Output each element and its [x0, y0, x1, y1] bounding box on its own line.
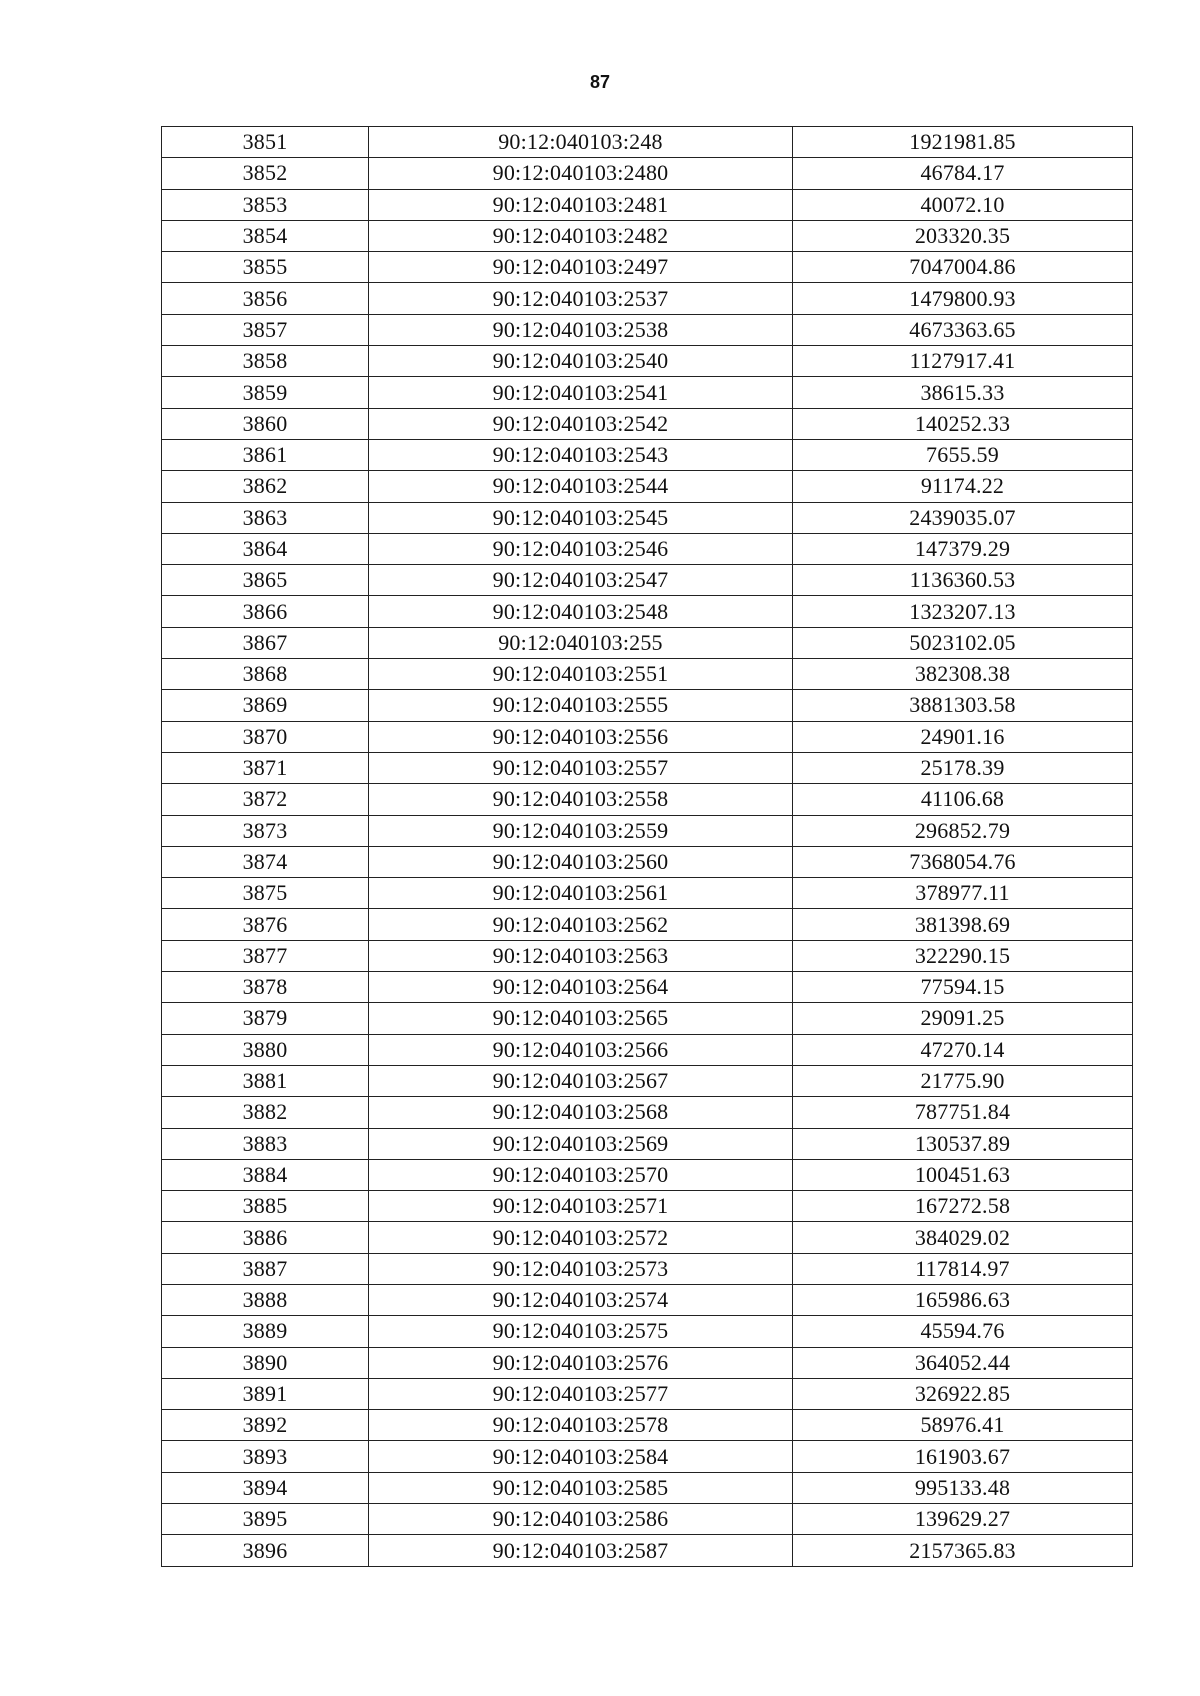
table-row [162, 1378, 1133, 1409]
cadastral-number-cell: 90:12:040103:2574 [369, 1284, 793, 1315]
table-row [162, 377, 1133, 408]
row-number-cell: 3886 [162, 1222, 369, 1253]
table-row [162, 1159, 1133, 1190]
cadastral-number-cell: 90:12:040103:2568 [369, 1097, 793, 1128]
cadastral-number-cell: 90:12:040103:2557 [369, 752, 793, 783]
cadastral-number-cell: 90:12:040103:2587 [369, 1535, 793, 1566]
table-row [162, 972, 1133, 1003]
row-number-cell: 3865 [162, 565, 369, 596]
row-number-cell: 3888 [162, 1284, 369, 1315]
cadastral-number-cell: 90:12:040103:2497 [369, 252, 793, 283]
value-cell: 2439035.07 [793, 502, 1133, 533]
cadastral-number-cell: 90:12:040103:2543 [369, 439, 793, 470]
cadastral-number-cell: 90:12:040103:2551 [369, 659, 793, 690]
row-number-cell: 3851 [162, 127, 369, 158]
cadastral-number-cell: 90:12:040103:255 [369, 627, 793, 658]
cadastral-number-cell: 90:12:040103:2542 [369, 408, 793, 439]
row-number-cell: 3874 [162, 846, 369, 877]
table-row [162, 690, 1133, 721]
cadastral-number-cell: 90:12:040103:2570 [369, 1159, 793, 1190]
cadastral-number-cell: 90:12:040103:2562 [369, 909, 793, 940]
table-row [162, 1065, 1133, 1096]
row-number-cell: 3853 [162, 189, 369, 220]
table-row [162, 659, 1133, 690]
row-number-cell: 3883 [162, 1128, 369, 1159]
value-cell: 1921981.85 [793, 127, 1133, 158]
row-number-cell: 3890 [162, 1347, 369, 1378]
cadastral-number-cell: 90:12:040103:2560 [369, 846, 793, 877]
value-cell: 77594.15 [793, 972, 1133, 1003]
table-row [162, 439, 1133, 470]
table-row [162, 784, 1133, 815]
row-number-cell: 3873 [162, 815, 369, 846]
table-row [162, 1222, 1133, 1253]
cadastral-number-cell: 90:12:040103:2566 [369, 1034, 793, 1065]
cadastral-number-cell: 90:12:040103:2575 [369, 1316, 793, 1347]
row-number-cell: 3877 [162, 940, 369, 971]
value-cell: 161903.67 [793, 1441, 1133, 1472]
table-row [162, 1441, 1133, 1472]
cadastral-number-cell: 90:12:040103:2480 [369, 158, 793, 189]
table-body [162, 127, 1133, 1567]
cadastral-number-cell: 90:12:040103:2558 [369, 784, 793, 815]
value-cell: 24901.16 [793, 721, 1133, 752]
row-number-cell: 3889 [162, 1316, 369, 1347]
cadastral-number-cell: 90:12:040103:2573 [369, 1253, 793, 1284]
table-row [162, 878, 1133, 909]
table-row [162, 1128, 1133, 1159]
cadastral-number-cell: 90:12:040103:2561 [369, 878, 793, 909]
value-cell: 4673363.65 [793, 314, 1133, 345]
table-row [162, 596, 1133, 627]
cadastral-number-cell: 90:12:040103:2584 [369, 1441, 793, 1472]
cadastral-number-cell: 90:12:040103:2576 [369, 1347, 793, 1378]
table-row [162, 721, 1133, 752]
row-number-cell: 3860 [162, 408, 369, 439]
table-row [162, 1284, 1133, 1315]
row-number-cell: 3882 [162, 1097, 369, 1128]
row-number-cell: 3869 [162, 690, 369, 721]
table-row [162, 752, 1133, 783]
value-cell: 378977.11 [793, 878, 1133, 909]
page-number: 87 [589, 72, 611, 92]
cadastral-number-cell: 90:12:040103:2569 [369, 1128, 793, 1159]
row-number-cell: 3880 [162, 1034, 369, 1065]
cadastral-number-cell: 90:12:040103:2537 [369, 283, 793, 314]
cadastral-number-cell: 90:12:040103:2586 [369, 1504, 793, 1535]
row-number-cell: 3896 [162, 1535, 369, 1566]
row-number-cell: 3867 [162, 627, 369, 658]
row-number-cell: 3871 [162, 752, 369, 783]
table-row [162, 1410, 1133, 1441]
row-number-cell: 3881 [162, 1065, 369, 1096]
row-number-cell: 3892 [162, 1410, 369, 1441]
cadastral-number-cell: 90:12:040103:2540 [369, 346, 793, 377]
table-row [162, 252, 1133, 283]
table-row [162, 1535, 1133, 1566]
value-cell: 38615.33 [793, 377, 1133, 408]
table-row [162, 1003, 1133, 1034]
cadastral-number-cell: 90:12:040103:2538 [369, 314, 793, 345]
value-cell: 7655.59 [793, 439, 1133, 470]
cadastral-number-cell: 90:12:040103:2555 [369, 690, 793, 721]
cadastral-number-cell: 90:12:040103:2572 [369, 1222, 793, 1253]
cadastral-table [161, 126, 1133, 1567]
value-cell: 147379.29 [793, 533, 1133, 564]
value-cell: 3881303.58 [793, 690, 1133, 721]
table-row [162, 408, 1133, 439]
table-row [162, 1034, 1133, 1065]
row-number-cell: 3875 [162, 878, 369, 909]
value-cell: 5023102.05 [793, 627, 1133, 658]
row-number-cell: 3855 [162, 252, 369, 283]
row-number-cell: 3852 [162, 158, 369, 189]
row-number-cell: 3858 [162, 346, 369, 377]
row-number-cell: 3879 [162, 1003, 369, 1034]
value-cell: 1479800.93 [793, 283, 1133, 314]
table-row [162, 502, 1133, 533]
value-cell: 364052.44 [793, 1347, 1133, 1378]
value-cell: 381398.69 [793, 909, 1133, 940]
cadastral-number-cell: 90:12:040103:2556 [369, 721, 793, 752]
value-cell: 46784.17 [793, 158, 1133, 189]
value-cell: 165986.63 [793, 1284, 1133, 1315]
value-cell: 167272.58 [793, 1191, 1133, 1222]
cadastral-number-cell: 90:12:040103:2546 [369, 533, 793, 564]
row-number-cell: 3861 [162, 439, 369, 470]
value-cell: 2157365.83 [793, 1535, 1133, 1566]
table-row [162, 627, 1133, 658]
row-number-cell: 3859 [162, 377, 369, 408]
row-number-cell: 3884 [162, 1159, 369, 1190]
cadastral-number-cell: 90:12:040103:2565 [369, 1003, 793, 1034]
value-cell: 1136360.53 [793, 565, 1133, 596]
table-row [162, 1191, 1133, 1222]
value-cell: 1127917.41 [793, 346, 1133, 377]
value-cell: 7047004.86 [793, 252, 1133, 283]
cadastral-number-cell: 90:12:040103:2567 [369, 1065, 793, 1096]
table-row [162, 1347, 1133, 1378]
value-cell: 29091.25 [793, 1003, 1133, 1034]
table-row [162, 815, 1133, 846]
row-number-cell: 3894 [162, 1472, 369, 1503]
cadastral-number-cell: 90:12:040103:2541 [369, 377, 793, 408]
row-number-cell: 3854 [162, 220, 369, 251]
table-row [162, 1504, 1133, 1535]
value-cell: 296852.79 [793, 815, 1133, 846]
value-cell: 326922.85 [793, 1378, 1133, 1409]
table-row [162, 220, 1133, 251]
cadastral-number-cell: 90:12:040103:2545 [369, 502, 793, 533]
cadastral-number-cell: 90:12:040103:248 [369, 127, 793, 158]
value-cell: 21775.90 [793, 1065, 1133, 1096]
value-cell: 139629.27 [793, 1504, 1133, 1535]
cadastral-number-cell: 90:12:040103:2564 [369, 972, 793, 1003]
row-number-cell: 3887 [162, 1253, 369, 1284]
row-number-cell: 3891 [162, 1378, 369, 1409]
value-cell: 117814.97 [793, 1253, 1133, 1284]
value-cell: 41106.68 [793, 784, 1133, 815]
cadastral-number-cell: 90:12:040103:2563 [369, 940, 793, 971]
row-number-cell: 3868 [162, 659, 369, 690]
value-cell: 1323207.13 [793, 596, 1133, 627]
row-number-cell: 3870 [162, 721, 369, 752]
row-number-cell: 3878 [162, 972, 369, 1003]
value-cell: 25178.39 [793, 752, 1133, 783]
row-number-cell: 3893 [162, 1441, 369, 1472]
table-row [162, 189, 1133, 220]
table-row [162, 565, 1133, 596]
value-cell: 100451.63 [793, 1159, 1133, 1190]
cadastral-number-cell: 90:12:040103:2547 [369, 565, 793, 596]
cadastral-number-cell: 90:12:040103:2481 [369, 189, 793, 220]
value-cell: 384029.02 [793, 1222, 1133, 1253]
row-number-cell: 3864 [162, 533, 369, 564]
value-cell: 130537.89 [793, 1128, 1133, 1159]
value-cell: 40072.10 [793, 189, 1133, 220]
row-number-cell: 3872 [162, 784, 369, 815]
row-number-cell: 3895 [162, 1504, 369, 1535]
row-number-cell: 3862 [162, 471, 369, 502]
table-row [162, 846, 1133, 877]
row-number-cell: 3876 [162, 909, 369, 940]
table-row [162, 1253, 1133, 1284]
table-row [162, 1472, 1133, 1503]
row-number-cell: 3863 [162, 502, 369, 533]
table-row [162, 940, 1133, 971]
value-cell: 7368054.76 [793, 846, 1133, 877]
table-row [162, 533, 1133, 564]
table-row [162, 283, 1133, 314]
table-row [162, 1097, 1133, 1128]
value-cell: 45594.76 [793, 1316, 1133, 1347]
value-cell: 322290.15 [793, 940, 1133, 971]
table-row [162, 471, 1133, 502]
value-cell: 91174.22 [793, 471, 1133, 502]
cadastral-number-cell: 90:12:040103:2544 [369, 471, 793, 502]
cadastral-number-cell: 90:12:040103:2559 [369, 815, 793, 846]
row-number-cell: 3885 [162, 1191, 369, 1222]
row-number-cell: 3856 [162, 283, 369, 314]
cadastral-number-cell: 90:12:040103:2482 [369, 220, 793, 251]
cadastral-number-cell: 90:12:040103:2578 [369, 1410, 793, 1441]
table-row [162, 314, 1133, 345]
value-cell: 787751.84 [793, 1097, 1133, 1128]
cadastral-number-cell: 90:12:040103:2577 [369, 1378, 793, 1409]
value-cell: 203320.35 [793, 220, 1133, 251]
table-row [162, 909, 1133, 940]
value-cell: 58976.41 [793, 1410, 1133, 1441]
table-row [162, 158, 1133, 189]
cadastral-number-cell: 90:12:040103:2571 [369, 1191, 793, 1222]
value-cell: 47270.14 [793, 1034, 1133, 1065]
cadastral-number-cell: 90:12:040103:2548 [369, 596, 793, 627]
table-row [162, 1316, 1133, 1347]
cadastral-number-cell: 90:12:040103:2585 [369, 1472, 793, 1503]
row-number-cell: 3866 [162, 596, 369, 627]
value-cell: 382308.38 [793, 659, 1133, 690]
value-cell: 140252.33 [793, 408, 1133, 439]
table-row [162, 127, 1133, 158]
table-row [162, 346, 1133, 377]
row-number-cell: 3857 [162, 314, 369, 345]
value-cell: 995133.48 [793, 1472, 1133, 1503]
